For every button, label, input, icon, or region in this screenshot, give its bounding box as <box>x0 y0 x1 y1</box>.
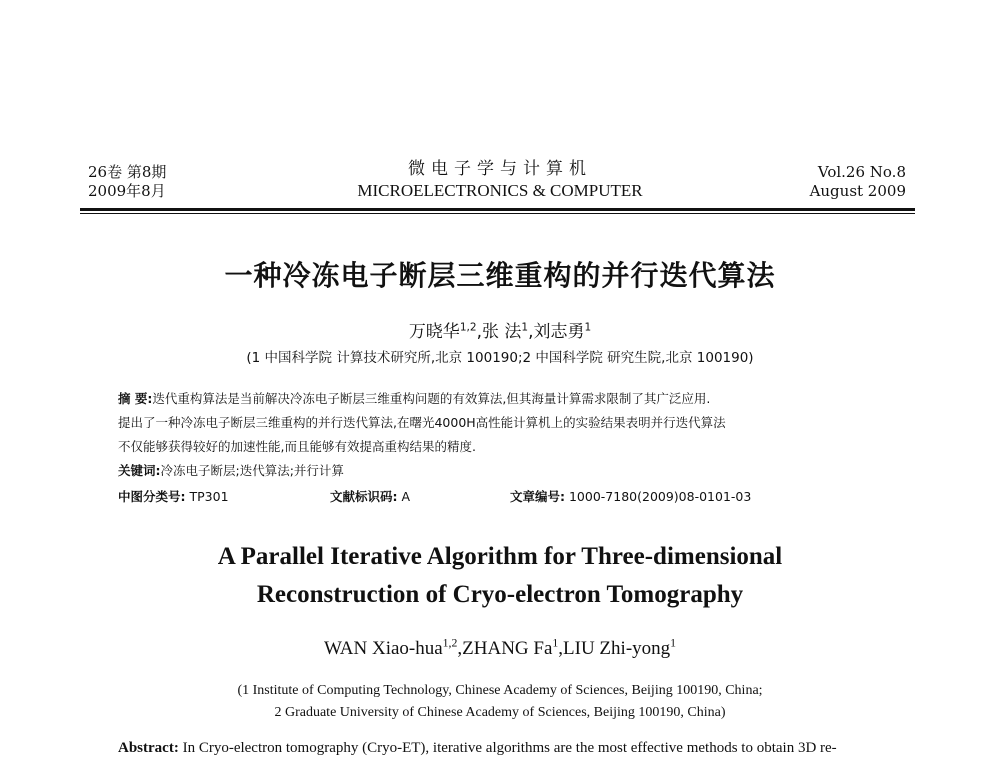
author-en-3-sup: 1 <box>670 636 677 650</box>
affiliation-en <box>0 680 1000 724</box>
author-en-1-sup: 1,2 <box>442 636 458 650</box>
doc-label: 文献标识码: <box>330 489 398 504</box>
paper-title-en-line-2: Reconstruction of Cryo-electron Tomography <box>256 581 744 608</box>
keywords-cn <box>118 459 888 483</box>
clc-label: 中图分类号: <box>118 489 186 504</box>
article-number <box>510 487 751 505</box>
clc-number <box>118 487 229 505</box>
header-vol-no: Vol.26 No.8 <box>817 163 906 181</box>
author-en-1: WAN Xiao-hua <box>323 638 443 659</box>
abstract-en-label: Abstract: <box>118 740 179 756</box>
abstract-cn-label: 摘 要: <box>118 391 153 406</box>
paper-title-cn: 一种冷冻电子断层三维重构的并行迭代算法 <box>224 259 776 292</box>
journal-name-cn: 微电子学与计算机 <box>408 159 592 179</box>
clc-value: TP301 <box>189 489 229 504</box>
header-volume-issue: 26卷 第8期 <box>88 163 167 181</box>
journal-name-en: MICROELECTRONICS & COMPUTER <box>357 181 643 200</box>
abstract-cn-text-3: 不仅能够获得较好的加速性能,而且能够有效提高重构结果的精度. <box>118 439 476 454</box>
author-cn-1-sup: 1,2 <box>459 321 477 334</box>
author-cn-3-sup: 1 <box>584 321 592 334</box>
keywords-label: 关键词: <box>118 463 161 478</box>
abstract-cn <box>118 387 888 483</box>
author-cn-3: ,刘志勇 <box>528 322 585 342</box>
authors-cn <box>0 317 1000 342</box>
abstract-en <box>118 740 918 757</box>
affiliation-en-line-1: (1 Institute of Computing Technology, Chinese Academy of Sciences, Beijing 100190, China; <box>237 683 763 698</box>
header-date-cn: 2009年8月 <box>88 182 166 200</box>
paper-title-en-line-1: A Parallel Iterative Algorithm for Three-dimensional <box>217 543 783 570</box>
author-cn-1: 万晓华 <box>408 322 460 342</box>
header-rule-thick <box>80 208 915 211</box>
abstract-en-text: In Cryo-electron tomography (Cryo-ET), iterative algorithms are the most effective methods to obtain 3D re- <box>182 740 837 756</box>
author-en-2-sup: 1 <box>552 636 559 650</box>
affiliation-cn: (1 中国科学院 计算技术研究所,北京 100190;2 中国科学院 研究生院,北京 100190) <box>246 350 754 366</box>
author-cn-2: ,张 法 <box>476 322 522 342</box>
header-volume <box>810 163 906 201</box>
paper-title-en <box>0 538 1000 614</box>
author-cn-2-sup: 1 <box>521 321 529 334</box>
author-en-3: ,LIU Zhi-yong <box>558 638 671 659</box>
authors-en <box>0 638 1000 660</box>
document-code <box>330 487 410 505</box>
article-label: 文章编号: <box>510 489 565 504</box>
author-en-2: ,ZHANG Fa <box>457 638 553 659</box>
header-rule-thin <box>80 213 915 214</box>
abstract-cn-text-1: 迭代重构算法是当前解决冷冻电子断层三维重构问题的有效算法,但其海量计算需求限制了其广泛应用. <box>152 391 711 406</box>
abstract-cn-text-2: 提出了一种冷冻电子断层三维重构的并行迭代算法,在曙光4000H高性能计算机上的实验结果表明并行迭代算法 <box>118 415 726 430</box>
doc-value: A <box>401 489 411 504</box>
keywords-text: 冷冻电子断层;迭代算法;并行计算 <box>160 463 344 478</box>
article-value: 1000-7180(2009)08-0101-03 <box>568 489 752 504</box>
header-date-en: August 2009 <box>809 182 906 200</box>
abstract-cn-line-1 <box>118 387 888 411</box>
affiliation-en-line-2: 2 Graduate University of Chinese Academy of Sciences, Beijing 100190, China) <box>274 705 726 720</box>
